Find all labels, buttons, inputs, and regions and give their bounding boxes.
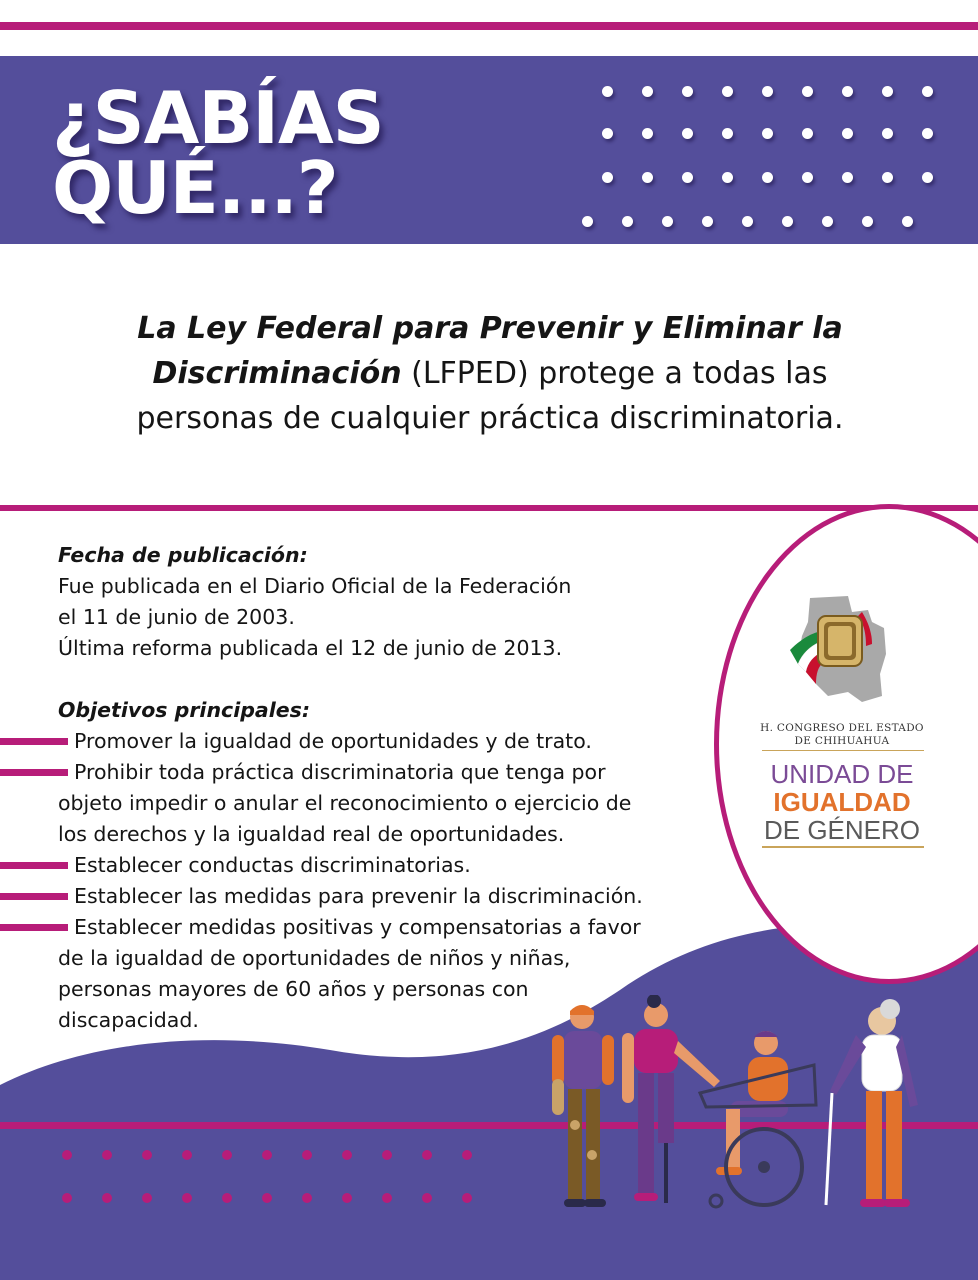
objective-item-line: Prohibir toda práctica discriminatoria que tenga por [74, 760, 606, 784]
bottom-dot [262, 1193, 272, 1203]
bottom-dot [142, 1150, 152, 1160]
header-dot [602, 86, 613, 97]
objective-item-line: Establecer conductas discriminatorias. [74, 853, 471, 877]
bottom-dot [102, 1193, 112, 1203]
header-dot [882, 128, 893, 139]
diverse-people-illustration-icon [530, 995, 940, 1220]
bottom-dot [302, 1150, 312, 1160]
header-dot [662, 216, 673, 227]
middle-divider-line [0, 505, 978, 511]
objective-item [58, 757, 718, 850]
law-name-line-2: Discriminación [152, 356, 402, 391]
bottom-dot [462, 1150, 472, 1160]
header-dot [902, 216, 913, 227]
header-dot [922, 86, 933, 97]
header-dot [582, 216, 593, 227]
intro-line-3: personas de cualquier práctica discriminatoria. [136, 401, 844, 436]
header-dot [802, 86, 813, 97]
bottom-dot [382, 1150, 392, 1160]
objectives-list [58, 726, 718, 1036]
header-dot [782, 216, 793, 227]
publication-line-2: el 11 de junio de 2003. [58, 605, 295, 629]
objective-item [58, 726, 718, 757]
header-dot [742, 216, 753, 227]
header-dot [682, 128, 693, 139]
bottom-dot [102, 1150, 112, 1160]
header-dot [722, 128, 733, 139]
header-dot [802, 128, 813, 139]
header-dot [602, 128, 613, 139]
objective-item-line: los derechos y la igualdad real de oportunidades. [58, 822, 565, 846]
header-dot [602, 172, 613, 183]
logo-separator [762, 750, 924, 751]
logo-institution-line-1: H. CONGRESO DEL ESTADO [760, 722, 924, 734]
objective-bullet-bar [0, 738, 68, 745]
objective-item [58, 850, 718, 881]
logo-unit-line-2: IGUALDAD [773, 787, 911, 817]
header-dot [822, 216, 833, 227]
bottom-dot [262, 1150, 272, 1160]
publication-label: Fecha de publicación: [58, 543, 308, 567]
bottom-dot [222, 1193, 232, 1203]
header-dot [882, 172, 893, 183]
objectives-label: Objetivos principales: [58, 698, 311, 722]
bottom-dot [422, 1193, 432, 1203]
objective-item-line: Establecer medidas positivas y compensatorias a favor [74, 915, 641, 939]
publication-line-1: Fue publicada en el Diario Oficial de la Federación [58, 574, 572, 598]
publication-line-3: Última reforma publicada el 12 de junio de 2013. [58, 636, 563, 660]
intro-statement [60, 306, 920, 441]
title-line-1: ¿SABÍAS [52, 76, 384, 160]
bottom-dot [142, 1193, 152, 1203]
header-dot [682, 86, 693, 97]
objective-item-line: Establecer las medidas para prevenir la discriminación. [74, 884, 643, 908]
header-dot [922, 172, 933, 183]
header-dot [722, 86, 733, 97]
main-content [58, 540, 718, 1036]
objective-item-line: personas mayores de 60 años y personas con [58, 977, 529, 1001]
bottom-dot [422, 1150, 432, 1160]
bottom-dot [462, 1193, 472, 1203]
objective-bullet-bar [0, 893, 68, 900]
objective-item [58, 881, 718, 912]
intro-rest-line-2: (LFPED) protege a todas las [401, 356, 828, 391]
header-dot [862, 216, 873, 227]
objective-bullet-bar [0, 924, 68, 931]
header-dot [842, 128, 853, 139]
objective-item-line: objeto impedir o anular el reconocimiento o ejercicio de [58, 791, 632, 815]
header-dot [722, 172, 733, 183]
header-dot [762, 172, 773, 183]
objective-item-line: Promover la igualdad de oportunidades y de trato. [74, 729, 592, 753]
header-dot [762, 128, 773, 139]
logo-institution-line-2: DE CHIHUAHUA [794, 735, 890, 747]
header-dot [922, 128, 933, 139]
logo-unit-line-1: UNIDAD DE [770, 759, 914, 789]
header-dot [642, 172, 653, 183]
objective-item-line: discapacidad. [58, 1008, 199, 1032]
header-dot [882, 86, 893, 97]
header-dot [802, 172, 813, 183]
bottom-dot [182, 1193, 192, 1203]
bottom-dot [342, 1193, 352, 1203]
bottom-dot [62, 1150, 72, 1160]
title-line-2: QUÉ...? [52, 146, 338, 230]
header-dot [842, 172, 853, 183]
logo-underline [762, 846, 924, 848]
header-dot [642, 128, 653, 139]
objective-bullet-bar [0, 862, 68, 869]
logo-unit-line-3: DE GÉNERO [763, 815, 921, 845]
header-dot [702, 216, 713, 227]
bottom-dot [382, 1193, 392, 1203]
bottom-dot [302, 1193, 312, 1203]
law-name-line-1: La Ley Federal para Prevenir y Eliminar la [137, 311, 843, 346]
objective-bullet-bar [0, 769, 68, 776]
header-dot [622, 216, 633, 227]
header-dot [842, 86, 853, 97]
chihuahua-map-emblem-icon [788, 592, 898, 712]
bottom-dot [182, 1150, 192, 1160]
top-divider-line [0, 22, 978, 30]
bottom-dot [222, 1150, 232, 1160]
header-dot [762, 86, 773, 97]
objective-item-line: de la igualdad de oportunidades de niños y niñas, [58, 946, 571, 970]
bottom-dot [62, 1193, 72, 1203]
header-dot [682, 172, 693, 183]
header-dot [642, 86, 653, 97]
bottom-dot [342, 1150, 352, 1160]
